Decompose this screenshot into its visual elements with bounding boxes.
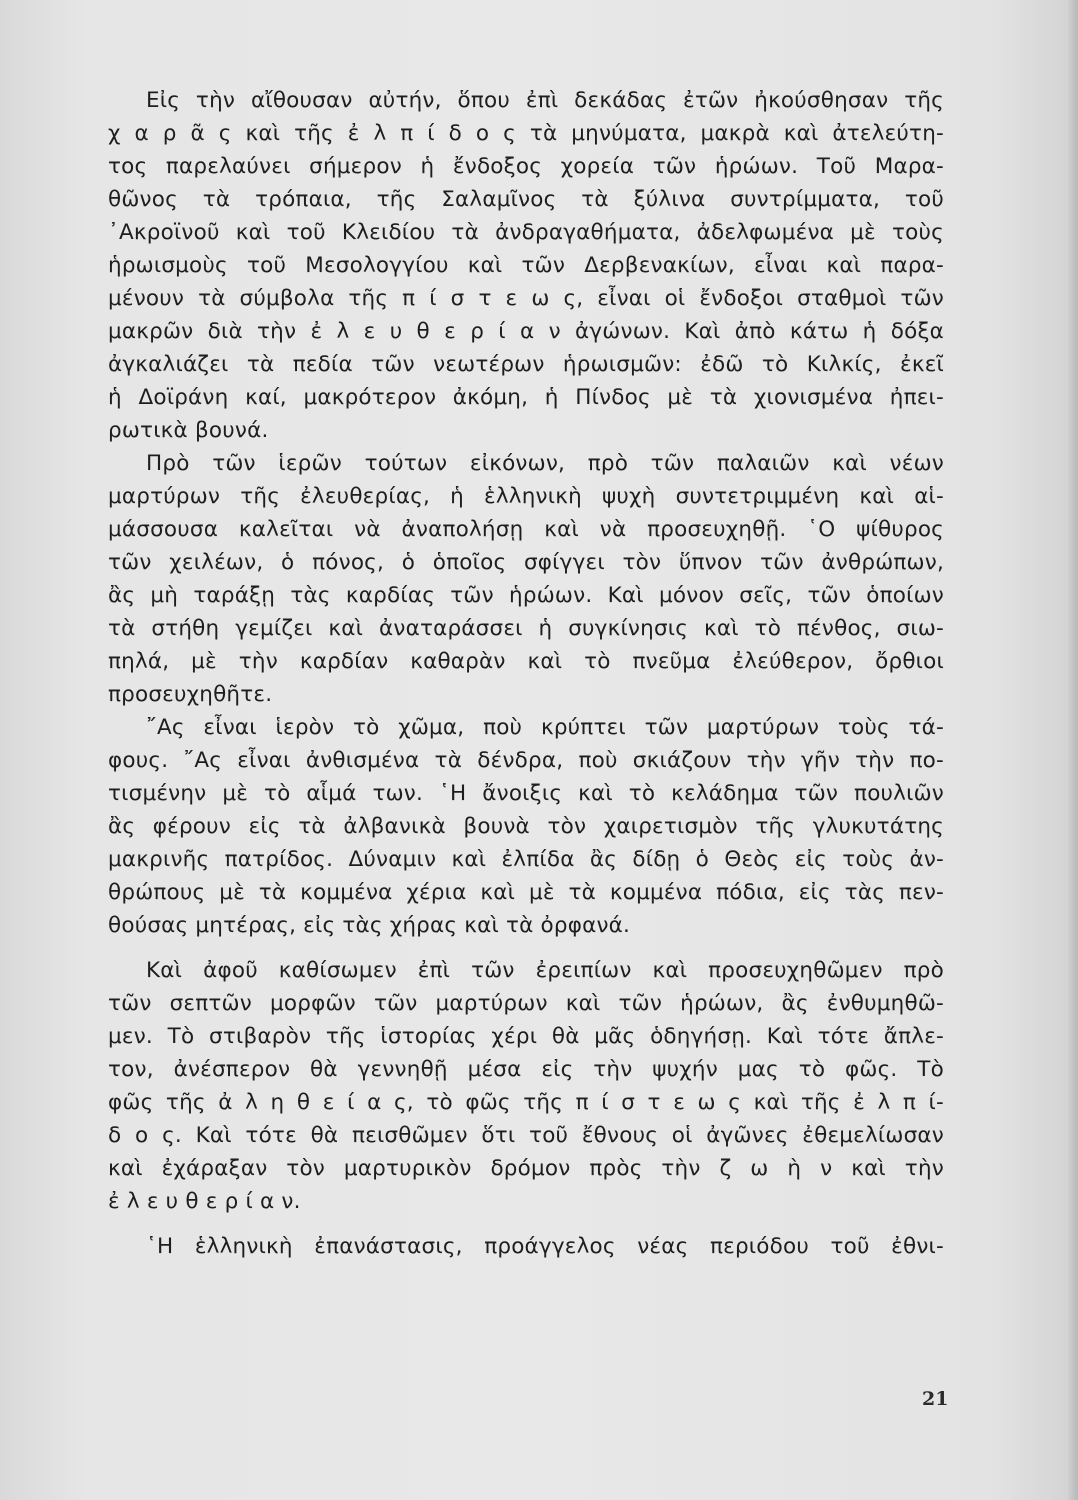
text-line: τον, ἀνέσπερον θὰ γεννηθῇ μέσα εἰς τὴν ψυχήν μας τὸ φῶς. Τὸ (108, 1057, 944, 1082)
text-line: προσευχηθῆτε. (108, 682, 273, 707)
text-line: ἂς μὴ ταράξῃ τὰς καρδίας τῶν ἡρώων. Καὶ μόνον σεῖς, τῶν ὁποίων (108, 583, 944, 608)
text-line: φῶς τῆς ἀ λ η θ ε ί α ς, τὸ φῶς τῆς π ί σ τ ε ω ς καὶ τῆς ἐ λ π ί- (108, 1090, 944, 1115)
text-line: τος παρελαύνει σήμερον ἡ ἔνδοξος χορεία τῶν ἡρώων. Τοῦ Μαρα- (108, 154, 944, 179)
body-text (108, 84, 944, 1263)
paragraph-spacer (108, 942, 944, 954)
text-line: τῶν σεπτῶν μορφῶν τῶν μαρτύρων καὶ τῶν ἡρώων, ἂς ἐνθυμηθῶ- (108, 991, 944, 1016)
text-line: μένουν τὰ σύμβολα τῆς π ί σ τ ε ω ς, εἶναι οἱ ἔνδοξοι σταθμοὶ τῶν (108, 286, 944, 311)
text-line: τῶν χειλέων, ὁ πόνος, ὁ ὁποῖος σφίγγει τὸν ὕπνον τῶν ἀνθρώπων, (108, 550, 944, 575)
paragraph-1 (108, 84, 944, 447)
text-line: ἡρωισμοὺς τοῦ Μεσολογγίου καὶ τῶν Δερβενακίων, εἶναι καὶ παρα- (108, 253, 944, 278)
text-line: δ ο ς. Καὶ τότε θὰ πεισθῶμεν ὅτι τοῦ ἔθνους οἱ ἀγῶνες ἐθεμελίωσαν (108, 1123, 944, 1148)
page-edge (1068, 0, 1078, 1500)
text-line: ἡ Δοϊράνη καί, μακρότερον ἀκόμη, ἡ Πίνδος μὲ τὰ χιονισμένα ἠπει- (108, 385, 944, 410)
paragraph-spacer (108, 1218, 944, 1230)
paragraph-3 (108, 711, 944, 942)
page-number: 21 (922, 1388, 949, 1410)
text-line: Καὶ ἀφοῦ καθίσωμεν ἐπὶ τῶν ἐρειπίων καὶ προσευχηθῶμεν πρὸ (146, 958, 944, 983)
text-line: μακρινῆς πατρίδος. Δύναμιν καὶ ἐλπίδα ἂς δίδῃ ὁ Θεὸς εἰς τοὺς ἀν- (108, 847, 944, 872)
text-line: μάσσουσα καλεῖται νὰ ἀναπολήσῃ καὶ νὰ προσευχηθῇ. ῾Ο ψίθυρος (108, 517, 944, 542)
paragraph-5 (108, 1230, 944, 1263)
text-line: ῎Ας εἶναι ἱερὸν τὸ χῶμα, ποὺ κρύπτει τῶν μαρτύρων τοὺς τά- (146, 715, 944, 740)
text-line: φους. ῎Ας εἶναι ἀνθισμένα τὰ δένδρα, ποὺ σκιάζουν τὴν γῆν τὴν πο- (108, 748, 944, 773)
text-line: μαρτύρων τῆς ἐλευθερίας, ἡ ἑλληνικὴ ψυχὴ συντετριμμένη καὶ αἱ- (108, 484, 944, 509)
text-line: ῾Η ἑλληνικὴ ἐπανάστασις, προάγγελος νέας περιόδου τοῦ ἐθνι- (146, 1234, 944, 1259)
text-line: χ α ρ ᾶ ς καὶ τῆς ἐ λ π ί δ ο ς τὰ μηνύματα, μακρὰ καὶ ἀτελεύτη- (108, 121, 944, 146)
text-line: τὰ στήθη γεμίζει καὶ ἀναταράσσει ἡ συγκίνησις καὶ τὸ πένθος, σιω- (108, 616, 944, 641)
text-line: ἀγκαλιάζει τὰ πεδία τῶν νεωτέρων ἡρωισμῶν: ἐδῶ τὸ Κιλκίς, ἐκεῖ (108, 352, 944, 377)
text-line: μεν. Τὸ στιβαρὸν τῆς ἱστορίας χέρι θὰ μᾶς ὁδηγήσῃ. Καὶ τότε ἄπλε- (108, 1024, 944, 1049)
text-line: θρώπους μὲ τὰ κομμένα χέρια καὶ μὲ τὰ κομμένα πόδια, εἰς τὰς πεν- (108, 880, 944, 905)
text-line: τισμένην μὲ τὸ αἷμά των. ῾Η ἄνοιξις καὶ τὸ κελάδημα τῶν πουλιῶν (108, 781, 944, 806)
text-line: πηλά, μὲ τὴν καρδίαν καθαρὰν καὶ τὸ πνεῦμα ἐλεύθερον, ὄρθιοι (108, 649, 944, 674)
text-line: θούσας μητέρας, εἰς τὰς χήρας καὶ τὰ ὀρφανά. (108, 913, 631, 938)
text-line: μακρῶν διὰ τὴν ἐ λ ε υ θ ε ρ ί α ν ἀγώνων. Καὶ ἀπὸ κάτω ἡ δόξα (108, 319, 944, 344)
text-line: ἂς φέρουν εἰς τὰ ἀλβανικὰ βουνὰ τὸν χαιρετισμὸν τῆς γλυκυτάτης (108, 814, 944, 839)
text-line: ρωτικὰ βουνά. (108, 418, 269, 443)
text-line: Εἰς τὴν αἴθουσαν αὐτήν, ὅπου ἐπὶ δεκάδας ἐτῶν ἠκούσθησαν τῆς (146, 88, 944, 113)
text-line: Πρὸ τῶν ἱερῶν τούτων εἰκόνων, πρὸ τῶν παλαιῶν καὶ νέων (146, 451, 944, 476)
paragraph-2 (108, 447, 944, 711)
text-line: καὶ ἐχάραξαν τὸν μαρτυρικὸν δρόμον πρὸς τὴν ζ ω ὴ ν καὶ τὴν (108, 1156, 944, 1181)
text-line: θῶνος τὰ τρόπαια, τῆς Σαλαμῖνος τὰ ξύλινα συντρίμματα, τοῦ (108, 187, 944, 212)
paragraph-4 (108, 954, 944, 1218)
text-line: ἐ λ ε υ θ ε ρ ί α ν. (108, 1189, 301, 1214)
text-line: ᾿Ακροϊνοῦ καὶ τοῦ Κλειδίου τὰ ἀνδραγαθήματα, ἀδελφωμένα μὲ τοὺς (108, 220, 944, 245)
